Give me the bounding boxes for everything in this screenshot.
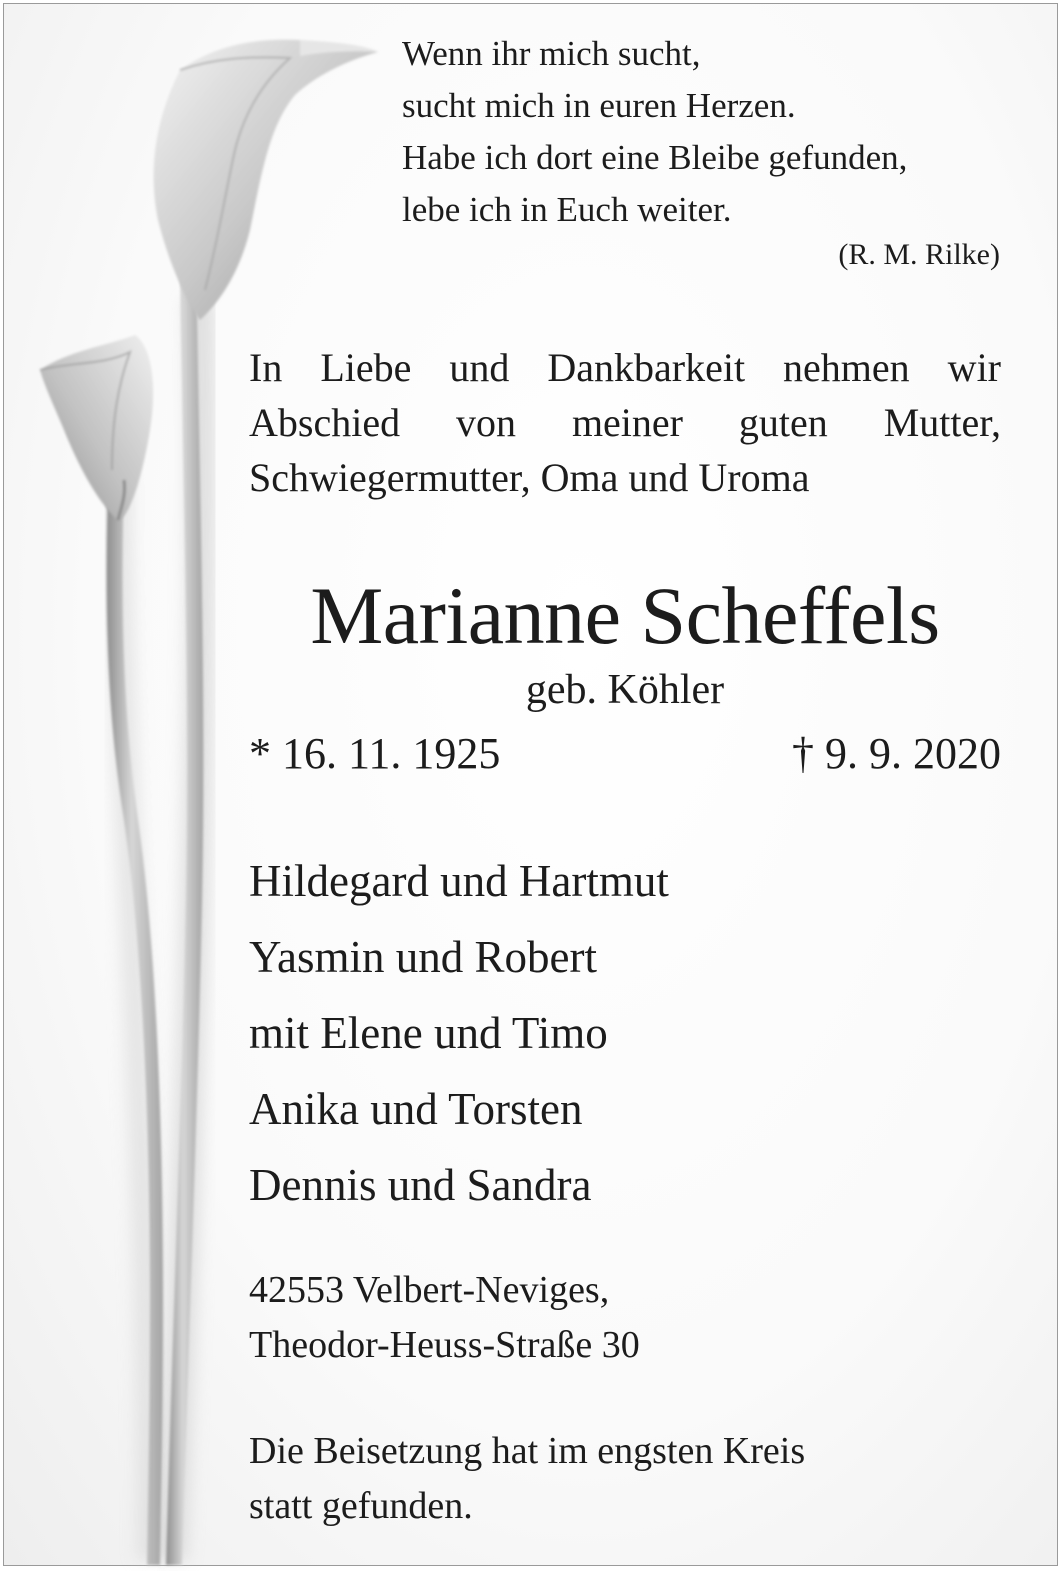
family-member: Yasmin und Robert xyxy=(249,932,597,982)
birth-date: * 16. 11. 1925 xyxy=(249,729,501,778)
life-dates xyxy=(249,725,1001,783)
burial-note xyxy=(249,1424,805,1534)
poem xyxy=(402,28,907,236)
family-member: Dennis und Sandra xyxy=(249,1160,592,1210)
poem-attribution: (R. M. Rilke) xyxy=(838,238,1000,271)
poem-line: Wenn ihr mich sucht, xyxy=(402,34,701,73)
family-member: mit Elene und Timo xyxy=(249,1008,608,1058)
poem-line: lebe ich in Euch weiter. xyxy=(402,190,732,229)
burial-line: Die Beisetzung hat im engsten Kreis xyxy=(249,1430,806,1472)
family-member: Hildegard und Hartmut xyxy=(249,856,669,906)
intro-line: Schwiegermutter, Oma und Uroma xyxy=(249,455,810,500)
family-member: Anika und Torsten xyxy=(249,1084,583,1134)
maiden-name: geb. Köhler xyxy=(525,667,725,713)
address-line: 42553 Velbert-Neviges, xyxy=(249,1269,610,1311)
deceased-name: Marianne Scheffels xyxy=(310,570,940,661)
address xyxy=(249,1263,640,1373)
death-date: † 9. 9. 2020 xyxy=(792,729,1001,778)
address-line: Theodor-Heuss-Straße 30 xyxy=(249,1324,640,1366)
poem-line: sucht mich in euren Herzen. xyxy=(402,86,796,125)
burial-line: statt gefunden. xyxy=(249,1485,473,1527)
intro-line: Abschied von meiner guten Mutter, xyxy=(249,400,1001,445)
intro-line: In Liebe und Dankbarkeit nehmen wir xyxy=(249,345,1001,390)
family-list xyxy=(249,843,669,1223)
poem-line: Habe ich dort eine Bleibe gefunden, xyxy=(402,138,908,177)
intro-text xyxy=(249,340,1001,505)
